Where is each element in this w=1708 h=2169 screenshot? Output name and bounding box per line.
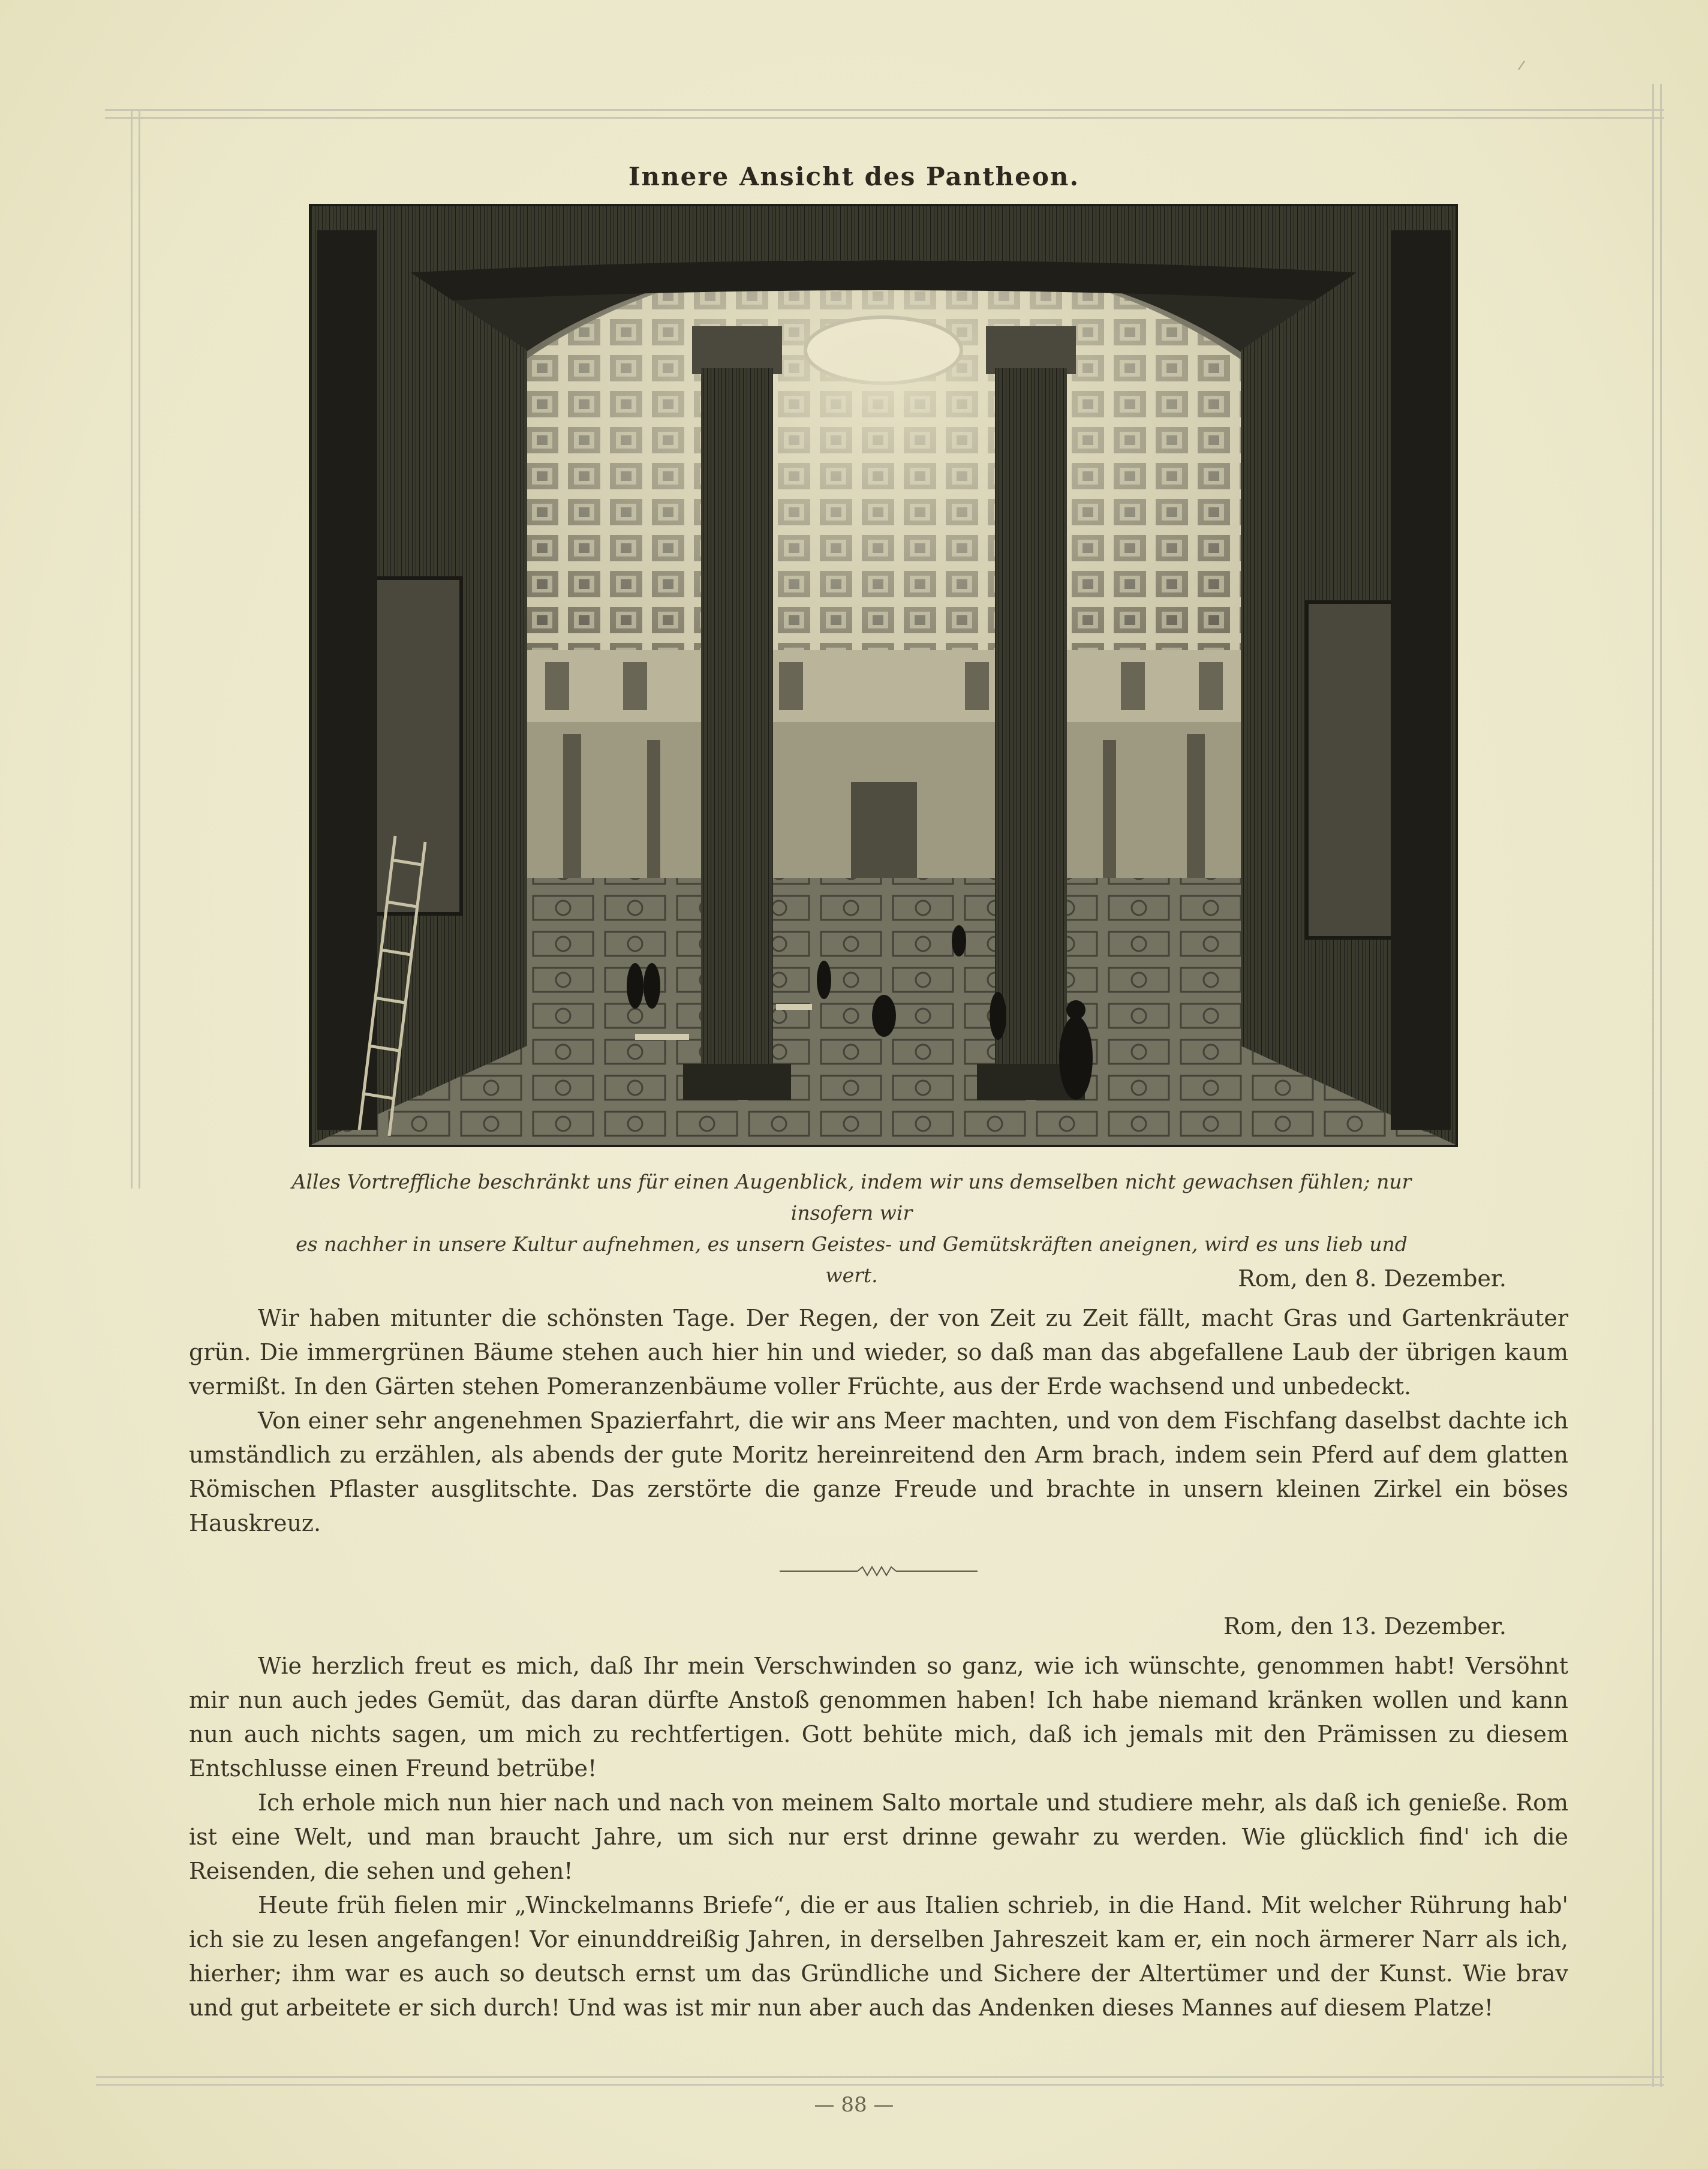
entry-date: Rom, den 13. Dezember.	[1223, 1613, 1506, 1639]
frame-rule-bottom	[96, 2076, 1664, 2086]
frame-rule-top	[105, 109, 1664, 119]
section-divider-ornament	[780, 1562, 978, 1580]
plate-title: Innere Ansicht des Pantheon.	[628, 162, 1080, 191]
paragraph: Heute früh fielen mir „Winckelmanns Briefe“, die er aus Italien schrieb, in die Hand. Mit welcher Rührung hab' ich sie zu lesen angefangen! Vor einunddreißig Jahren, in derselben Jahreszeit kam er, ein noch ärmerer Narr als ich, hierher; ihm war es auch so deutsch ernst um das Gründliche und Sichere der Altertümer und der Kunst. Wie brav und gut arbeitete er sich durch! Und was ist mir nun aber auch das Andenken dieses Mannes auf diesem Platze!	[189, 1892, 1568, 2021]
frame-rule-left	[131, 109, 140, 1189]
pencil-mark	[1518, 61, 1525, 70]
paragraph: Wir haben mitunter die schönsten Tage. Der Regen, der von Zeit zu Zeit fällt, macht Gras und Gartenkräuter grün. Die immergrünen Bäume stehen auch hier hin und wieder, so daß man das abgefallene Laub der übrigen kaum vermißt. In den Gärten stehen Pomeranzenbäume voller Früchte, aus der Erde wachsend und unbedeckt.	[189, 1305, 1568, 1400]
page-number: — 88 —	[814, 2093, 894, 2117]
paragraph: Wie herzlich freut es mich, daß Ihr mein Verschwinden so ganz, wie ich wünschte, genommen habt! Versöhnt mir nun auch jedes Gemüt, das daran dürfte Anstoß genommen haben! Ich habe niemand kränken wollen und kann nun auch nichts sagen, um mich zu rechtfertigen. Gott behüte mich, daß ich jemals mit den Prämissen zu diesem Entschlusse einen Freund betrübe!	[189, 1653, 1568, 1782]
engraving-illustration	[311, 206, 1456, 1145]
entry-text	[189, 1649, 1568, 2025]
pantheon-engraving	[309, 204, 1458, 1147]
caption-line: Alles Vortreffliche beschränkt uns für einen Augenblick, indem wir uns demselben nicht gewachsen fühlen; nur insofern wir	[291, 1170, 1412, 1225]
entry-text	[189, 1301, 1568, 1541]
paragraph: Ich erhole mich nun hier nach und nach von meinem Salto mortale und studiere mehr, als daß ich genieße. Rom ist eine Welt, und man braucht Jahre, um sich nur erst drinne gewahr zu werden. Wie glücklich find' ich die Reisenden, die sehen und gehen!	[189, 1789, 1568, 1884]
paragraph: Von einer sehr angenehmen Spazierfahrt, die wir ans Meer machten, und von dem Fischfang daselbst dachte ich umständlich zu erzählen, als abends der gute Moritz hereinreitend den Arm brach, indem sein Pferd auf dem glatten Römischen Pflaster ausglitschte. Das zerstörte die ganze Freude und brachte in unsern kleinen Zirkel ein böses Hauskreuz.	[189, 1407, 1568, 1536]
entry-date: Rom, den 8. Dezember.	[1238, 1265, 1506, 1292]
caption-line: es nachher in unsere Kultur aufnehmen, es unsern Geistes- und Gemütskräften aneignen, wird es uns lieb und wert.	[296, 1232, 1408, 1287]
frame-rule-right	[1652, 84, 1662, 2087]
